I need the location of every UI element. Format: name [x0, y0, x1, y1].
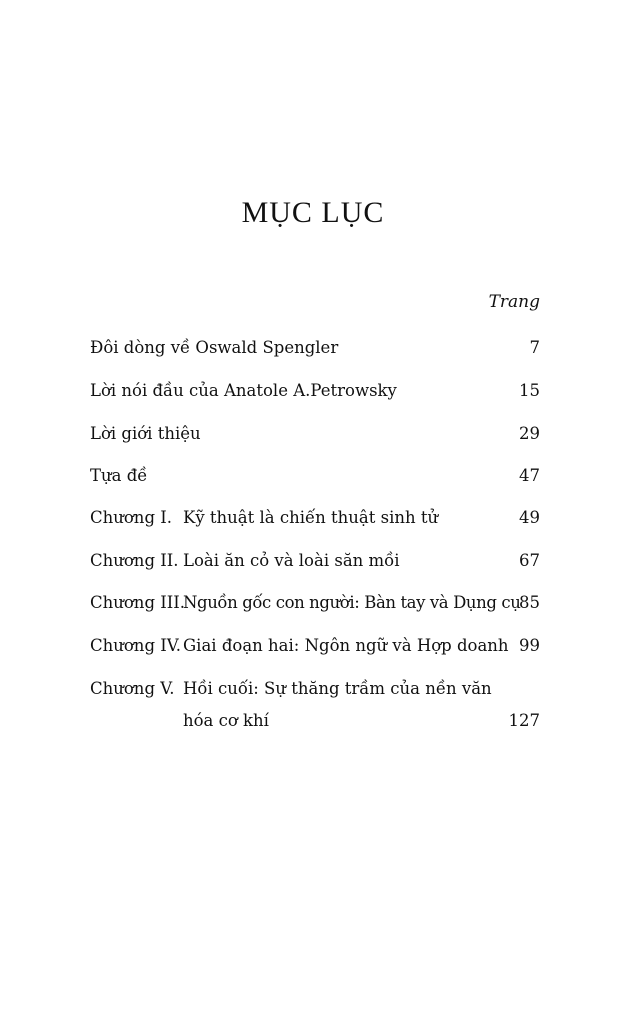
page-column-header: Trang: [488, 292, 540, 312]
chapter-page: 127: [508, 711, 540, 730]
entry-title: Lời giới thiệu: [90, 424, 201, 443]
entry-page: 47: [519, 466, 540, 485]
chapter-title: Giai đoạn hai: Ngôn ngữ và Hợp doanh: [183, 636, 509, 655]
entry-title: Đôi dòng về Oswald Spengler: [90, 338, 339, 357]
chapter-title: Loài ăn cỏ và loài săn mồi: [183, 551, 400, 570]
chapter-title-continued: hóa cơ khí: [183, 711, 269, 730]
entry-title: Tựa đề: [90, 466, 148, 485]
chapter-number: Chương III.: [90, 593, 186, 612]
chapter-title: Kỹ thuật là chiến thuật sinh tử: [183, 508, 439, 527]
chapter-number: Chương V.: [90, 679, 175, 698]
entry-page: 15: [519, 381, 540, 400]
entry-title: Lời nói đầu của Anatole A.Petrowsky: [90, 381, 397, 400]
chapter-page: 67: [519, 551, 540, 570]
chapter-title: Nguồn gốc con người: Bàn tay và Dụng cụ: [183, 593, 521, 612]
page-title: MỤC LỤC: [241, 196, 385, 229]
entry-page: 7: [529, 338, 540, 357]
chapter-number: Chương IV.: [90, 636, 182, 655]
chapter-number: Chương II.: [90, 551, 179, 570]
chapter-page: 99: [519, 636, 540, 655]
chapter-page: 49: [519, 508, 540, 527]
chapter-title: Hồi cuối: Sự thăng trầm của nền văn: [183, 679, 492, 698]
entry-page: 29: [519, 424, 540, 443]
chapter-number: Chương I.: [90, 508, 173, 527]
chapter-page: 85: [519, 593, 540, 612]
